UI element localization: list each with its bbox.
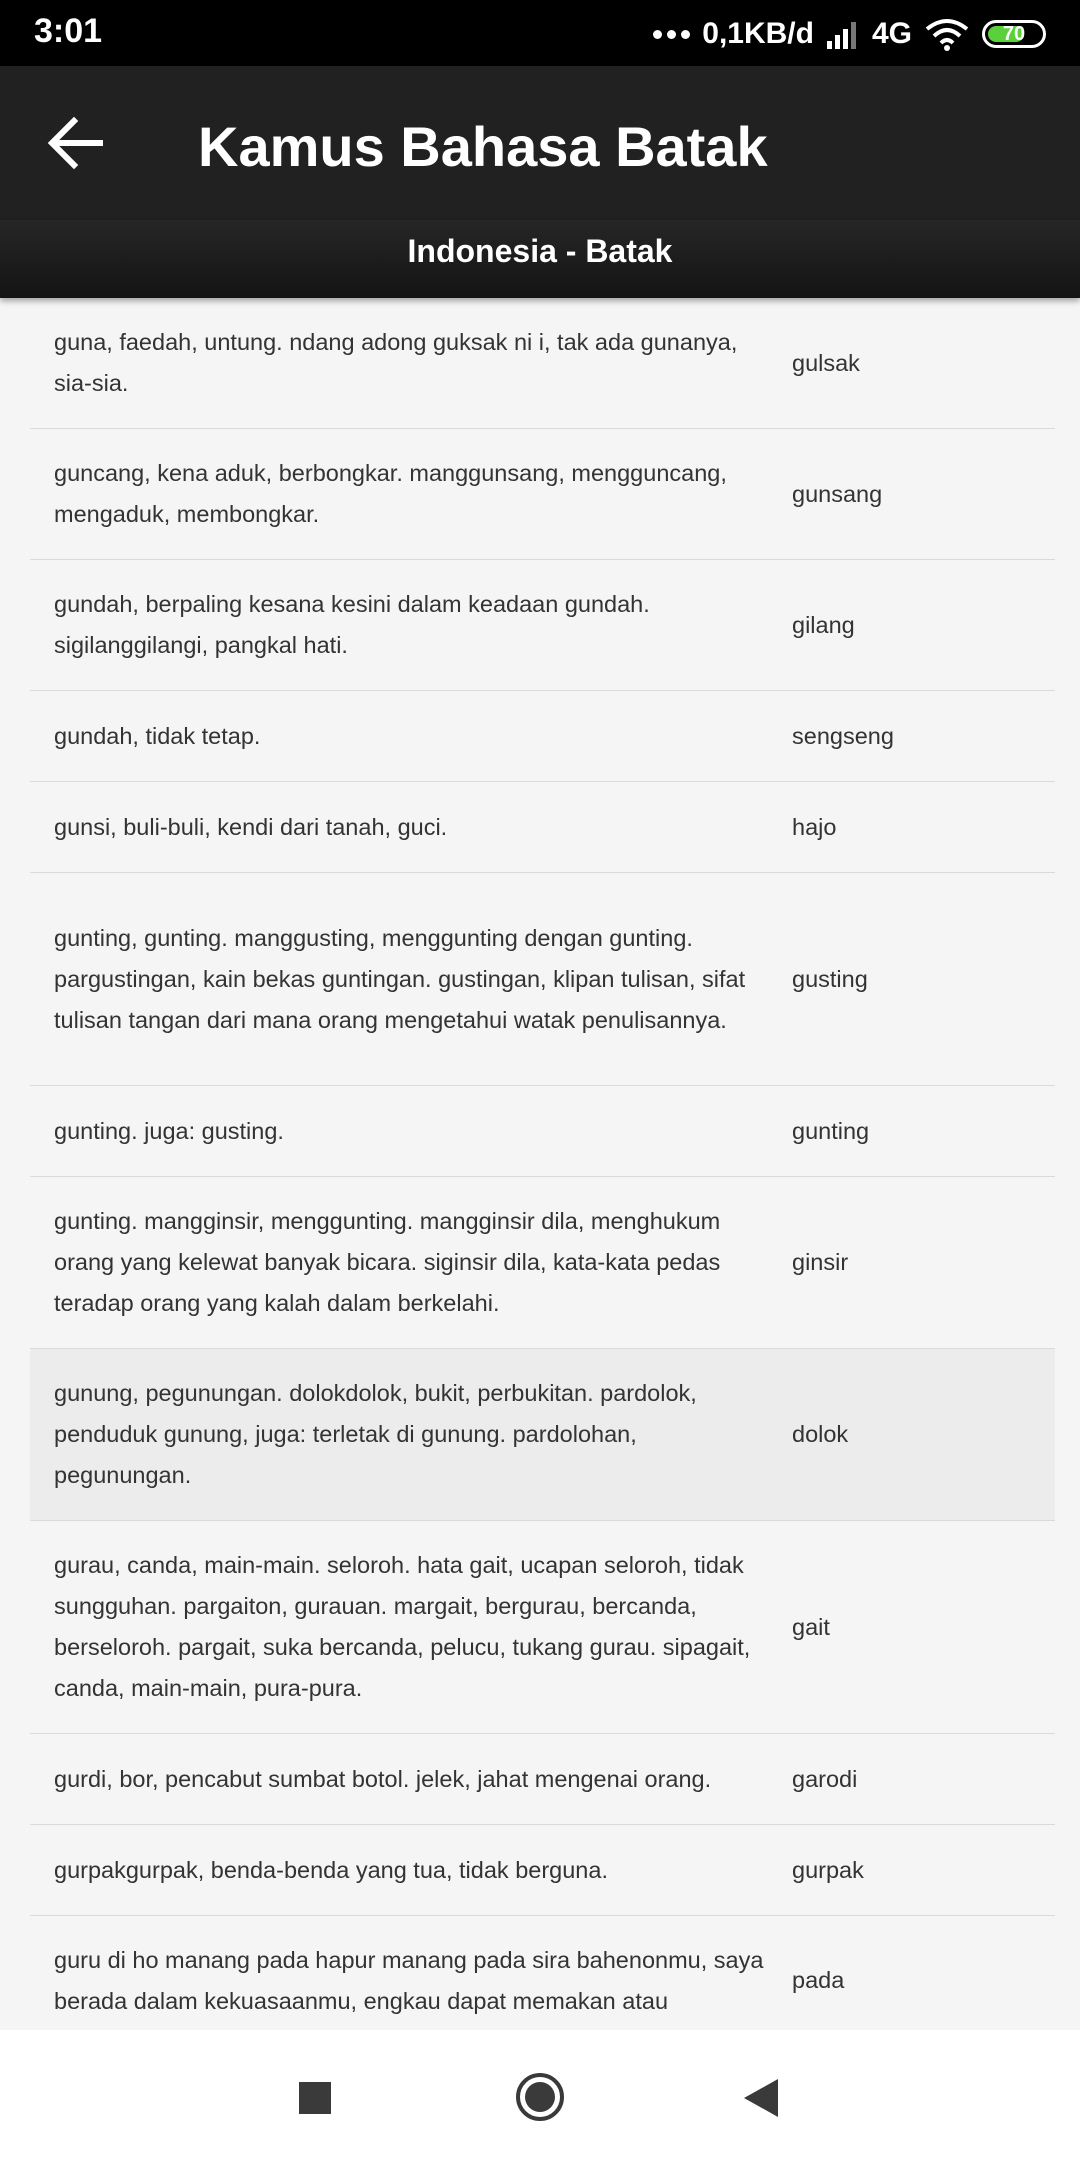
network-type: 4G	[871, 17, 912, 50]
definition-text: gundah, berpaling kesana kesini dalam keadaan gundah. sigilanggilangi, pangkal hati.	[54, 591, 650, 658]
definition-text: gunting, gunting. manggusting, menggunting dengan gunting. pargustingan, kain bekas guntingan. gustingan, klipan tulisan, sifat tulisan tangan dari mana orang mengetahui watak penulisannya.	[54, 924, 746, 1033]
batak-word: gusting	[792, 965, 868, 992]
list-item[interactable]	[30, 298, 1055, 429]
list-item[interactable]	[30, 1086, 1055, 1177]
list-item[interactable]	[30, 429, 1055, 560]
list-item[interactable]	[30, 782, 1055, 873]
batak-word: sengseng	[792, 722, 894, 749]
back-button[interactable]	[742, 2077, 780, 2119]
definition-text: gunsi, buli-buli, kendi dari tanah, guci.	[54, 813, 448, 840]
batak-word: gunting	[792, 1117, 870, 1144]
definition-text: gunung, pegunungan. dolokdolok, bukit, perbukitan. pardolok, penduduk gunung, juga: terletak di gunung. pardolohan, pegunungan.	[54, 1380, 697, 1488]
status-icons	[653, 14, 1046, 54]
app-title: Kamus Bahasa Batak	[198, 115, 768, 178]
definition-text: guna, faedah, untung. ndang adong guksak ni i, tak ada gunanya, sia-sia.	[54, 329, 738, 396]
back-arrow-icon[interactable]	[40, 111, 114, 175]
definition-text: guru di ho manang pada hapur manang pada sira bahenonmu, saya berada dalam kekuasaanmu, engkau dapat memakan atau	[54, 1946, 764, 2014]
list-item[interactable]	[30, 1521, 1055, 1734]
batak-word: pada	[792, 1967, 845, 1993]
definition-text: gurdi, bor, pencabut sumbat botol. jelek, jahat mengenai orang.	[54, 1765, 712, 1792]
batak-word: ginsir	[792, 1249, 849, 1275]
app-bar	[0, 66, 1080, 220]
battery-level: 70	[1002, 22, 1026, 45]
list-item[interactable]	[30, 691, 1055, 782]
definition-text: gurpakgurpak, benda-benda yang tua, tidak berguna.	[54, 1856, 608, 1883]
wifi-icon	[924, 17, 970, 51]
batak-word: gunsang	[792, 480, 883, 507]
definition-text: guncang, kena aduk, berbongkar. manggunsang, mengguncang, mengaduk, membongkar.	[54, 460, 727, 527]
list-item[interactable]	[30, 1825, 1055, 1916]
batak-word: garodi	[792, 1765, 858, 1792]
batak-word: gilang	[792, 611, 855, 638]
status-bar	[0, 0, 1080, 66]
dictionary-list	[30, 298, 1055, 2046]
batak-word: dolok	[792, 1421, 849, 1447]
status-time: 3:01	[34, 12, 103, 50]
language-direction-header: Indonesia - Batak	[0, 220, 1080, 298]
batak-word: gait	[792, 1613, 830, 1640]
batak-word: gurpak	[792, 1856, 864, 1883]
definition-text: gundah, tidak tetap.	[54, 722, 261, 749]
recent-apps-button[interactable]	[299, 2082, 331, 2114]
home-button[interactable]	[515, 2072, 565, 2122]
batak-word: gulsak	[792, 349, 860, 376]
list-item[interactable]	[30, 1177, 1055, 1349]
battery-icon	[982, 20, 1046, 48]
list-item[interactable]	[30, 1734, 1055, 1825]
list-item[interactable]	[30, 1349, 1055, 1521]
list-item[interactable]	[30, 873, 1055, 1086]
more-notifications-icon	[653, 30, 690, 39]
signal-icon	[826, 19, 860, 49]
definition-text: gunting. mangginsir, menggunting. mangginsir dila, menghukum orang yang kelewat banyak bicara. siginsir dila, kata-kata pedas teradap orang yang kalah dalam berkelahi.	[54, 1208, 721, 1316]
network-speed: 0,1KB/d	[702, 17, 814, 50]
batak-word: hajo	[792, 813, 837, 840]
list-item[interactable]	[30, 560, 1055, 691]
definition-text: gunting. juga: gusting.	[54, 1117, 284, 1144]
navigation-bar	[0, 2030, 1080, 2160]
definition-text: gurau, canda, main-main. seloroh. hata gait, ucapan seloroh, tidak sungguhan. pargaiton, gurauan. margait, bergurau, bercanda, berseloroh. pargait, suka bercanda, pelucu, tukang gurau. sipagait, canda, main-main, pura-pura.	[54, 1552, 751, 1701]
list-item[interactable]	[30, 1916, 1055, 2046]
